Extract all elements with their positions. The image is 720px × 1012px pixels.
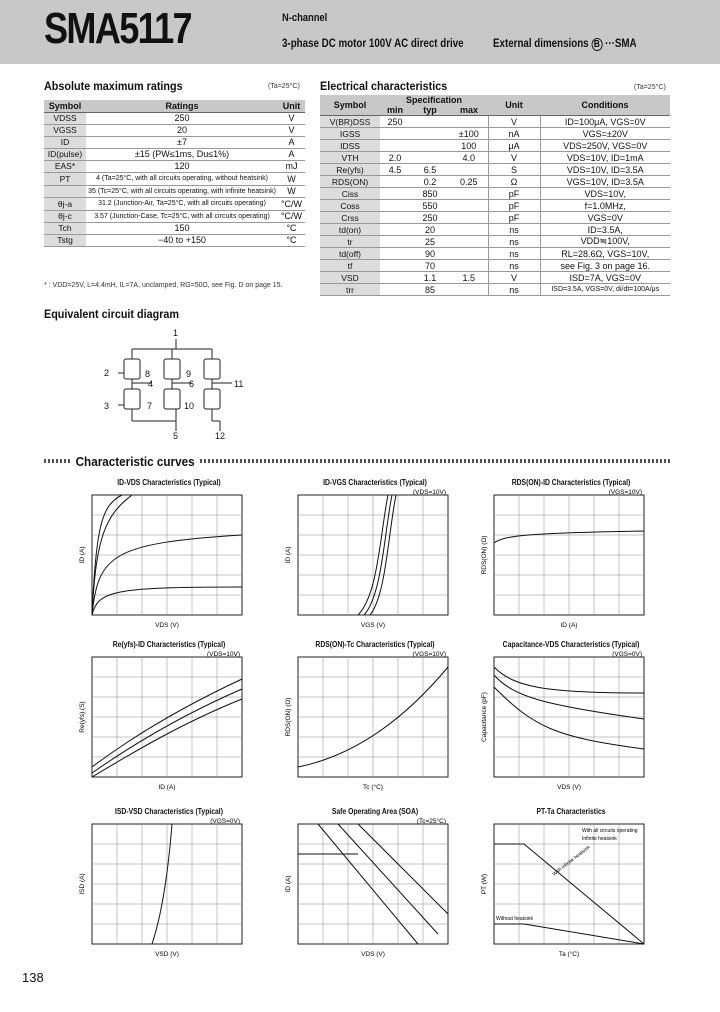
pin-8: 8 [145,369,151,379]
e-conditions: VDS=10V, ID=1mA [540,152,670,164]
curve-panel [74,640,264,800]
graph-plot [280,816,470,962]
e-symbol: trr [320,284,380,296]
abs-symbol: θj-a [44,197,86,210]
x-axis-label: ID (A) [560,622,578,629]
th-ratings: Ratings [86,100,278,112]
e-max [450,260,488,272]
e-symbol: td(on) [320,224,380,236]
abs-symbol: PT [44,172,86,185]
abs-rating: 31.2 (Junction-Air, Ta=25°C, with all circuits operating) [86,197,278,210]
electrical-row [320,260,670,272]
e-symbol: td(off) [320,248,380,260]
e-max [450,116,488,128]
e-min [380,236,410,248]
circuit-title: Equivalent circuit diagram [44,307,180,321]
e-symbol: IDSS [320,140,380,152]
graph-condition: (VGS=0V) [210,818,240,825]
e-typ [410,140,450,152]
th-unit: Unit [278,100,305,112]
abs-unit: V [278,124,305,136]
graph-title: ID-VDS Characteristics (Typical) [117,478,221,487]
graph-title: ID-VGS Characteristics (Typical) [323,478,427,487]
ext-dim-code: B [591,38,602,51]
e-typ: 250 [410,212,450,224]
e-symbol: Re(yfs) [320,164,380,176]
graph-plot [476,649,666,795]
e-symbol: tr [320,236,380,248]
e-symbol: Ciss [320,188,380,200]
curve-panel [280,478,470,638]
th-e-conditions: Conditions [540,95,670,116]
pin-10: 10 [184,401,195,411]
e-unit: ns [488,248,540,260]
e-unit: ns [488,236,540,248]
e-max: 100 [450,140,488,152]
abs-max-row [44,148,305,160]
product-description: 3-phase DC motor 100V AC direct drive [282,38,464,50]
curve-panel [280,640,470,800]
e-max [450,212,488,224]
x-axis-label: VSD (V) [155,951,179,958]
electrical-row [320,116,670,128]
curve-line [358,824,448,914]
abs-max-row [44,234,305,246]
th-e-min: min [380,105,410,116]
e-max [450,164,488,176]
abs-max-row [44,210,305,222]
abs-rating: 150 [86,222,278,234]
graph-plot [74,816,264,962]
abs-unit: °C/W [278,197,305,210]
electrical-row [320,176,670,188]
e-unit: pF [488,212,540,224]
abs-symbol: ID(pulse) [44,148,86,160]
x-axis-label: VDS (V) [557,784,581,791]
th-e-spec: Specification [380,95,488,105]
e-unit: ns [488,224,540,236]
abs-unit: A [278,148,305,160]
abs-rating: 4 (Ta=25°C, with all circuits operating, without heatsink) [86,172,278,185]
graph-plot [74,649,264,795]
y-axis-label: PT (W) [481,873,488,895]
e-unit: Ω [488,176,540,188]
e-max: 0.25 [450,176,488,188]
e-min [380,188,410,200]
e-min [380,140,410,152]
e-conditions: f=1.0MHz, [540,200,670,212]
abs-symbol: ID [44,136,86,148]
part-number: SMA5117 [44,4,191,53]
pt-curve-label: With all circuits operating [582,828,638,834]
pin-2: 2 [104,368,110,378]
th-e-typ: typ [410,105,450,116]
y-axis-label: Capacitance (pF) [481,692,488,742]
abs-max-table [44,100,305,247]
x-axis-label: ID (A) [158,784,176,791]
abs-unit: mJ [278,160,305,172]
graph-condition: (Tc=25°C) [416,818,446,825]
curve-panel [476,640,666,800]
abs-rating: 20 [86,124,278,136]
curve-panel [74,807,264,967]
pin-6: 6 [189,379,195,389]
abs-max-row [44,124,305,136]
abs-max-footnote: * : VDD=25V, L=4.4mH, IL=7A, unclamped, RG=50Ω, see Fig. D on page 15. [44,282,283,289]
e-conditions: VDS=10V, [540,188,670,200]
e-conditions: VGS=0V [540,212,670,224]
y-axis-label: ID (A) [79,546,86,564]
abs-rating: ±7 [86,136,278,148]
e-typ [410,152,450,164]
curve-panel [74,478,264,638]
x-axis-label: VGS (V) [360,622,386,629]
e-symbol: IGSS [320,128,380,140]
abs-max-condition: (Ta=25°C) [268,83,300,90]
e-unit: V [488,116,540,128]
abs-symbol: Tstg [44,234,86,246]
circuit-pin-labels [104,328,243,441]
abs-unit: V [278,112,305,124]
abs-symbol [44,185,86,197]
electrical-row [320,164,670,176]
curves-title: Characteristic curves [72,454,198,469]
e-min [380,248,410,260]
abs-unit: °C [278,234,305,246]
abs-max-row [44,160,305,172]
electrical-row [320,284,670,296]
e-unit: V [488,152,540,164]
e-min [380,284,410,296]
x-axis-label: VDS (V) [361,951,385,958]
mosfet-q1 [124,359,140,379]
graph-title: RDS(ON)-ID Characteristics (Typical) [511,478,631,487]
graph-condition: (VGS=10V) [608,489,642,496]
abs-unit: W [278,185,305,197]
e-conditions: RL=28.6Ω, VGS=10V, [540,248,670,260]
e-typ: 850 [410,188,450,200]
curve-panel [476,807,666,967]
e-symbol: VTH [320,152,380,164]
e-unit: pF [488,200,540,212]
pin-5: 5 [173,431,179,441]
pin-9: 9 [186,369,192,379]
pt-curve-label: With infinite heatsink [551,844,592,878]
curve-panel [476,478,666,638]
e-typ: 1.1 [410,272,450,284]
abs-rating: 35 (Tc=25°C, with all circuits operating, with infinite heatsink) [86,185,278,197]
electrical-row [320,272,670,284]
e-typ: 25 [410,236,450,248]
abs-rating: ±15 (PW≤1ms, Du≤1%) [86,148,278,160]
e-typ [410,128,450,140]
electrical-table [320,95,670,296]
e-min: 250 [380,116,410,128]
external-dimensions [493,38,637,51]
e-unit: ns [488,260,540,272]
electrical-title: Electrical characteristics [320,79,448,93]
graph-title: Capacitance-VDS Characteristics (Typical) [502,640,640,649]
graph-condition: (VGS=0V) [612,651,642,658]
e-min [380,200,410,212]
electrical-row [320,224,670,236]
pt-curve-label: Without heatsink [496,916,533,922]
mosfet-q3 [204,359,220,379]
e-unit: pF [488,188,540,200]
e-max [450,200,488,212]
abs-rating: 120 [86,160,278,172]
e-typ: 85 [410,284,450,296]
graph-plot [280,649,470,795]
electrical-row [320,128,670,140]
curve-panel [280,807,470,967]
e-unit: S [488,164,540,176]
e-typ: 90 [410,248,450,260]
x-axis-label: Ta (°C) [558,951,580,958]
electrical-row [320,200,670,212]
e-conditions: ISD=7A, VGS=0V [540,272,670,284]
mosfet-q4 [124,389,140,409]
e-typ: 0.2 [410,176,450,188]
pin-3: 3 [104,401,110,411]
abs-symbol: EAS* [44,160,86,172]
electrical-row [320,248,670,260]
e-symbol: Crss [320,212,380,224]
e-conditions: ISD=3.5A, VGS=0V, di/dt=100A/μs [540,284,670,296]
electrical-row [320,212,670,224]
abs-max-row [44,172,305,185]
e-min [380,128,410,140]
graph-title: ISD-VSD Characteristics (Typical) [115,807,223,816]
graph-plot [74,487,264,633]
e-max [450,236,488,248]
e-min [380,260,410,272]
e-max [450,188,488,200]
e-max [450,224,488,236]
e-max [450,248,488,260]
e-symbol: VSD [320,272,380,284]
e-conditions: VGS=10V, ID=3.5A [540,176,670,188]
e-conditions: VDS=250V, VGS=0V [540,140,670,152]
e-typ: 6.5 [410,164,450,176]
e-typ: 550 [410,200,450,212]
th-e-max: max [450,105,488,116]
e-symbol: V(BR)DSS [320,116,380,128]
e-min [380,176,410,188]
graph-title: PT-Ta Characteristics [536,807,606,816]
mosfet-q2 [164,359,180,379]
abs-max-title: Absolute maximum ratings [44,79,183,93]
e-unit: V [488,272,540,284]
abs-rating: 250 [86,112,278,124]
e-symbol: tf [320,260,380,272]
abs-symbol: VGSS [44,124,86,136]
electrical-row [320,152,670,164]
e-conditions: ID=3.5A, [540,224,670,236]
pin-4: 4 [148,379,154,389]
abs-unit: W [278,172,305,185]
y-axis-label: RDS(ON) (Ω) [481,535,488,575]
abs-symbol: VDSS [44,112,86,124]
abs-unit: A [278,136,305,148]
x-axis-label: Tc (°C) [363,784,383,791]
e-min: 4.5 [380,164,410,176]
e-symbol: Coss [320,200,380,212]
e-typ: 70 [410,260,450,272]
abs-max-row [44,112,305,124]
y-axis-label: ID (A) [285,875,292,893]
e-typ [410,116,450,128]
abs-unit: °C [278,222,305,234]
e-conditions: see Fig. 3 on page 16. [540,260,670,272]
abs-symbol: θj-c [44,210,86,222]
e-min [380,272,410,284]
abs-rating: 3.57 (Junction-Case, Tc=25°C, with all circuits operating) [86,210,278,222]
mosfet-q5 [164,389,180,409]
e-unit: nA [488,128,540,140]
y-axis-label: RDS(ON) (Ω) [285,697,292,737]
graph-condition: (VDS=10V) [412,489,446,496]
abs-max-row [44,136,305,148]
e-typ: 20 [410,224,450,236]
pin-7: 7 [147,401,153,411]
abs-max-row [44,222,305,234]
e-max [450,284,488,296]
pt-curve-label: Infinite heatsink [582,836,617,842]
mosfet-q6 [204,389,220,409]
e-min [380,224,410,236]
graph-title: RDS(ON)-Tc Characteristics (Typical) [315,640,435,649]
electrical-condition: (Ta=25°C) [634,84,666,91]
e-min [380,212,410,224]
graph-plot [476,816,666,962]
abs-rating: −40 to +150 [86,234,278,246]
abs-unit: °C/W [278,210,305,222]
abs-max-row [44,197,305,210]
electrical-row [320,188,670,200]
pin-11: 11 [234,379,244,389]
equivalent-circuit-diagram [44,325,306,445]
electrical-row [320,236,670,248]
ext-dim-suffix: ···SMA [605,38,637,50]
x-axis-label: VDS (V) [155,622,179,629]
abs-max-row [44,185,305,197]
e-conditions: VGS=±20V [540,128,670,140]
e-symbol: RDS(ON) [320,176,380,188]
page-number: 138 [22,970,44,985]
e-max: ±100 [450,128,488,140]
y-axis-label: Re(yfs) (S) [79,701,86,733]
graph-condition: (VDS=10V) [206,651,240,658]
y-axis-label: ISD (A) [79,873,86,895]
e-unit: ns [488,284,540,296]
graph-title: Re(yfs)-ID Characteristics (Typical) [112,640,226,649]
graph-plot [476,487,666,633]
y-axis-label: ID (A) [285,546,292,564]
pin-12: 12 [215,431,226,441]
th-e-symbol: Symbol [320,95,380,116]
electrical-row [320,140,670,152]
pin-1: 1 [173,328,179,338]
graph-plot [280,487,470,633]
e-conditions: VDD≒100V, [540,236,670,248]
abs-symbol: Tch [44,222,86,234]
e-conditions: ID=100μA, VGS=0V [540,116,670,128]
e-min: 2.0 [380,152,410,164]
channel-type: N-channel [282,12,328,24]
graph-condition: (VGS=10V) [412,651,446,658]
ext-dim-label: External dimensions [493,38,589,50]
e-max: 4.0 [450,152,488,164]
graph-title: Safe Operating Area (SOA) [331,807,419,816]
th-symbol: Symbol [44,100,86,112]
e-unit: μA [488,140,540,152]
e-max: 1.5 [450,272,488,284]
e-conditions: VDS=10V, ID=3.5A [540,164,670,176]
th-e-unit: Unit [488,95,540,116]
